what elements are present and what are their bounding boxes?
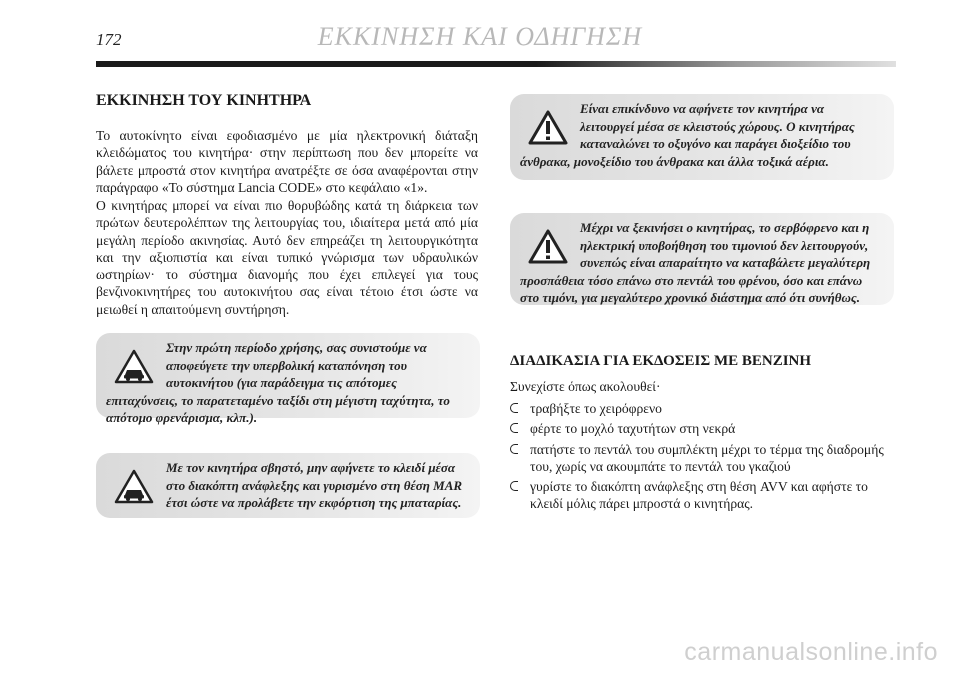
list-item: πατήστε το πεντάλ του συμπλέκτη μέχρι το τέρμα της διαδρομής του, χωρίς να ακουμπάτε το πεντάλ του γκαζιού [510, 441, 900, 476]
bullet-icon [510, 423, 518, 433]
exclamation-triangle-icon [528, 229, 568, 265]
procedure-intro: Συνεχίστε όπως ακολουθεί· [510, 379, 661, 394]
warning-enclosed-spaces-text: Είναι επικίνδυνο να αφήνετε τον κινητήρα να λειτουργεί μέσα σε κλειστούς χώρους. Ο κινητήρας καταναλώνει το οξυγόνο και παράγει διοξείδιο του άνθρακα, μονοξείδιο του άνθρακα και άλλα τοξικά αέρια. [520, 101, 855, 169]
bullet-icon [510, 403, 518, 413]
warning-servo-brake [510, 213, 894, 305]
list-item: τραβήξτε το χειρόφρενο [510, 400, 900, 417]
note-battery [96, 453, 480, 518]
procedure-steps [510, 400, 900, 516]
intro-paragraph-noise: Ο κινητήρας μπορεί να είναι πιο θορυβώδης κατά τη διάρκεια των πρώτων δευτερολέπτων της λειτουργίας του, ιδιαίτερα μετά από μία μεγάλη περίοδο ακινησίας. Αυτό δεν επηρεάζει τη λειτουργικότητα και την αξιοπιστία και είναι τυπικό γνώρισμα των υδραυλικών ωστηρίων· το σύστημα διανομής που έχει επιλεγεί για τους βενζινοκινητήρες του αυτοκινήτου σας είναι τέτοιο έτσι ώστε να μειωθεί η απαιτούμενη συντήρηση. [96, 198, 478, 317]
exclamation-triangle-icon [528, 110, 568, 146]
car-triangle-icon [114, 469, 154, 505]
list-item: γυρίστε το διακόπτη ανάφλεξης στη θέση AVV και αφήστε το κλειδί μόλις πάρει μπροστά ο κινητήρας. [510, 478, 900, 513]
petrol-procedure-heading: ΔΙΑΔΙΚΑΣΙΑ ΓΙΑ ΕΚΔΟΣΕΙΣ ΜΕ ΒΕΝΖΙΝΗ [510, 353, 812, 369]
engine-start-heading: ΕΚΚΙΝΗΣΗ ΤΟΥ ΚΙΝΗΤΗΡΑ [96, 92, 312, 109]
warning-servo-brake-text: Μέχρι να ξεκινήσει ο κινητήρας, το σερβόφρενο και η ηλεκτρική υποβοήθηση του τιμονιού δεν λειτουργούν, συνεπώς είναι απαραίτητο να καταβάλετε μεγαλύτερη προσπάθεια τόσο επάνω στο πεντάλ του φρένου, όσο και επάνω στο τιμόνι, για μεγαλύτερο χρονικό διάστημα από ότι συνήθως. [520, 220, 871, 305]
warning-enclosed-spaces [510, 94, 894, 180]
section-header: ΕΚΚΙΝΗΣΗ ΚΑΙ ΟΔΗΓΗΣΗ [317, 22, 643, 51]
header-rule [96, 61, 896, 67]
note-battery-text: Με τον κινητήρα σβηστό, μην αφήνετε το κλειδί μέσα στο διακόπτη ανάφλεξης και γυρισμένο στη θέση MAR έτσι ώστε να προλάβετε την εκφόρτιση της μπαταρίας. [166, 460, 463, 510]
note-break-in [96, 333, 480, 425]
bullet-icon [510, 481, 518, 491]
intro-paragraph-lancia-code: Το αυτοκίνητο είναι εφοδιασμένο με μία ηλεκτρονική διάταξη κλειδώματος του κινητήρα· στην περίπτωση που δεν μπορείτε να βάλετε μπροστά στον κινητήρα ανατρέξτε σε όσα αναφέρονται στην παράγραφο «Το σύστημα Lancia CODE» στο κεφάλαιο «1». [96, 128, 478, 195]
bullet-icon [510, 444, 518, 454]
car-triangle-icon [114, 349, 154, 385]
page-number: 172 [96, 30, 122, 49]
watermark: carmanualsonline.info [684, 638, 938, 666]
note-break-in-text: Στην πρώτη περίοδο χρήσης, σας συνιστούμε να αποφεύγετε την υπερβολική καταπόνηση του αυτοκινήτου (για παράδειγμα τις απότομες επιταχύνσεις, το παρατεταμένο ταξίδι στη μέγιστη ταχύτητα, το απότομο φρενάρισμα, κλπ.). [106, 340, 450, 425]
list-item: φέρτε το μοχλό ταχυτήτων στη νεκρά [510, 420, 900, 437]
